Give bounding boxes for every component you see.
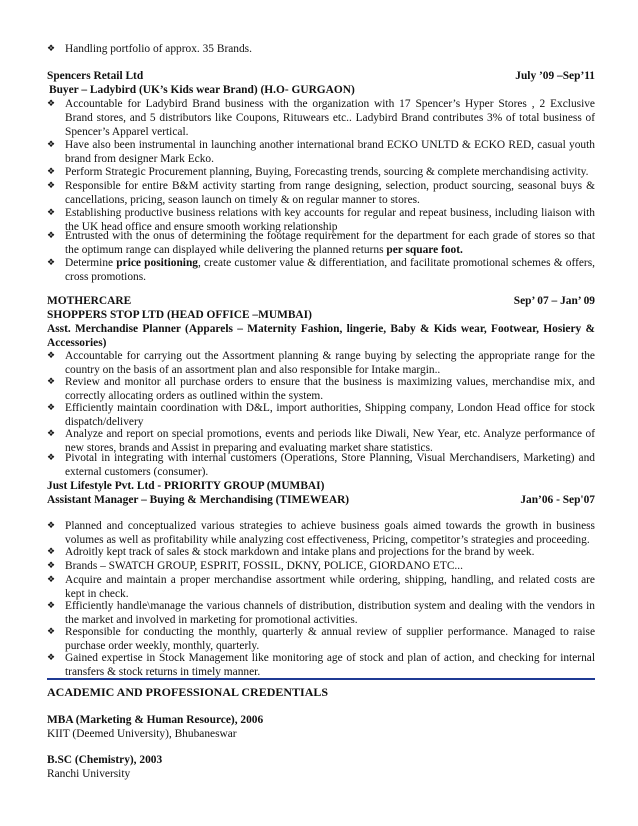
list-item: ❖ Have also been instrumental in launching another international brand ECKO UNLTD & ECKO RED, casual youth brand from designer Mark Ecko.	[47, 138, 595, 166]
bullet-text: Determine	[65, 257, 114, 269]
list-item: ❖ Efficiently handle\manage the various channels of distribution, distribution system and dealing with the vendors in the market and involved in marketing for promotional activities.	[47, 599, 595, 627]
list-item: ❖ Accountable for Ladybird Brand business with the organization with 17 Spencer’s Hyper Stores , 2 Exclusive Brand stores, and 5 distributors like Coupons, Rituwears etc.. Ladybird Brand contributes 3% of total business of Spencer’s Apparel vertical.	[47, 97, 595, 139]
list-item: ❖ Accountable for carrying out the Assortment planning & range buying by selecting the appropriate range for the country on the basis of an assortment plan and also responsible for Intake margin..	[47, 349, 595, 377]
job-role: Buyer – Ladybird (UK’s Kids wear Brand) (H.O- GURGAON)	[49, 84, 355, 96]
list-item: ❖ Review and monitor all purchase orders to ensure that the business is maximizing values, merchandise mix, and correctly allocating orders as outlined within the system.	[47, 375, 595, 403]
section-heading: ACADEMIC AND PROFESSIONAL CREDENTIALS	[47, 685, 329, 699]
institution: Ranchi University	[47, 768, 131, 780]
list-item: ❖ Acquire and maintain a proper merchandise assortment while ordering, shipping, handling, and related costs are kept in check.	[47, 573, 595, 601]
bullet-text: , create customer value & differentiation, and facilitate promotional schemes & offers, cross promotions.	[65, 257, 595, 283]
list-item: ❖ Gained expertise in Stock Management like monitoring age of stock and plan of action, and checking for internal transfers & stock returns in timely manner.	[47, 651, 595, 679]
degree: B.SC (Chemistry), 2003	[47, 754, 163, 766]
company-name: Just Lifestyle Pvt. Ltd - PRIORITY GROUP (MUMBAI)	[47, 480, 325, 492]
section-divider	[47, 678, 595, 680]
bullet-text: Entrusted with the onus of determining the footage requirement for the department for each grade of stores so that the optimum range can displayed while delivering the planned returns	[65, 230, 595, 256]
list-item: ❖ Brands – SWATCH GROUP, ESPRIT, FOSSIL, DKNY, POLICE, GIORDANO ETC...	[47, 559, 595, 573]
job-header-just-lifestyle	[47, 493, 595, 507]
job-dates: Sep’ 07 – Jan’ 09	[513, 295, 595, 307]
list-item: ❖ Perform Strategic Procurement planning, Buying, Forecasting trends, sourcing & complete merchandising activity.	[47, 165, 595, 179]
list-item: ❖ Analyze and report on special promotions, events and periods like Diwali, New Year, etc. Analyze performance of new stores, brands and Assist in preparing and evaluating market share statistics.	[47, 427, 595, 455]
job-header-mothercare	[47, 294, 595, 308]
list-item: ❖ Establishing productive business relations with key accounts for regular and repeat business, including liaison with the UK head office and ensure smooth working relationship	[47, 206, 595, 234]
list-item	[47, 229, 595, 257]
list-item: ❖ Responsible for conducting the monthly, quarterly & annual review of supplier performance. Managed to raise purchase order weekly, monthly, quarterly.	[47, 625, 595, 653]
degree: MBA (Marketing & Human Resource), 2006	[47, 714, 264, 726]
job-role: Assistant Manager – Buying & Merchandising (TIMEWEAR)	[47, 494, 350, 506]
job-dates: Jan’06 - Sep'07	[520, 494, 595, 506]
list-item	[47, 256, 595, 284]
list-item: ❖ Planned and conceptualized various strategies to achieve business goals aimed towards the growth in business volumes as well as profitability while analyzing cost effectiveness, Pricing, competitor’s strategies and proceeding.	[47, 519, 595, 547]
job-role: Asst. Merchandise Planner (Apparels – Maternity Fashion, lingerie, Baby & Kids wear, Footwear, Hosiery & Accessories)	[47, 323, 595, 349]
company-name: Spencers Retail Ltd	[47, 70, 144, 82]
list-item	[47, 42, 595, 56]
bullet-bold-text: price positioning	[116, 257, 198, 269]
list-item: ❖ Pivotal in integrating with internal customers (Operations, Store Planning, Visual Merchandisers, Marketing) and external customers (consumer).	[47, 451, 595, 479]
bullet-bold-text: per square foot.	[386, 244, 463, 256]
list-item: ❖ Efficiently maintain coordination with D&L, import authorities, Shipping company, London Head office for stock dispatch/delivery	[47, 401, 595, 429]
office-name: SHOPPERS STOP LTD (HEAD OFFICE –MUMBAI)	[47, 309, 312, 321]
job-dates: July ’09 –Sep’11	[515, 70, 595, 82]
job-header-spencers	[47, 69, 595, 83]
company-name: MOTHERCARE	[47, 295, 132, 307]
bullet-text: Handling portfolio of approx. 35 Brands.	[65, 43, 252, 55]
list-item: ❖ Adroitly kept track of sales & stock markdown and intake plans and projections for the brand by week.	[47, 545, 595, 559]
list-item: ❖ Responsible for entire B&M activity starting from range designing, selection, product sourcing, seasonal buys & cancellations, pricing, season launch on timely & on regular manner to stores.	[47, 179, 595, 207]
institution: KIIT (Deemed University), Bhubaneswar	[47, 728, 237, 740]
